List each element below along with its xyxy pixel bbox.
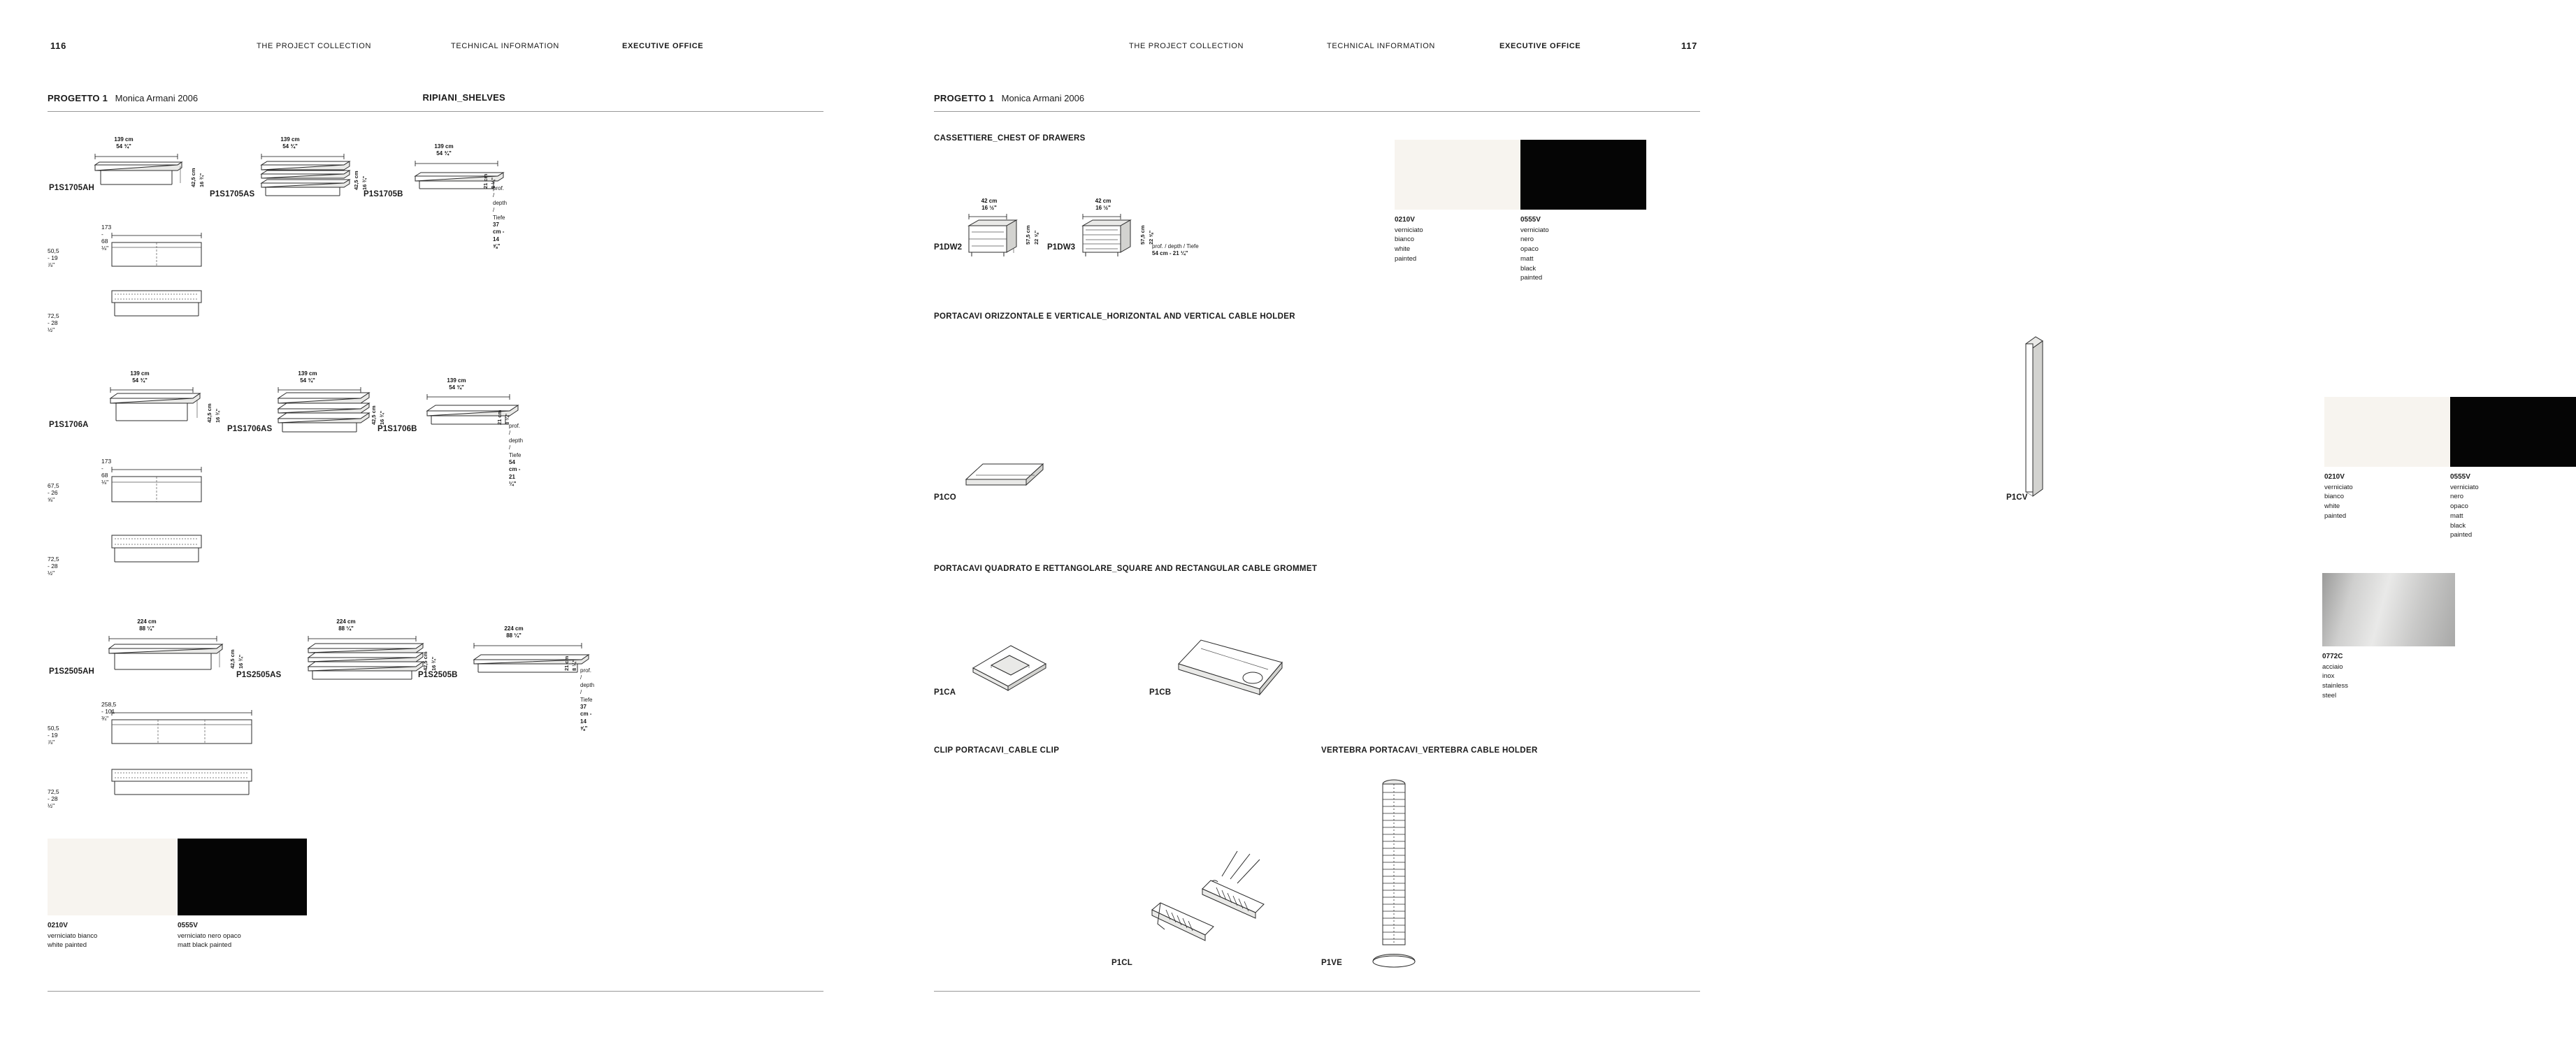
dim-w-1b — [259, 136, 322, 150]
dim-h-3a — [229, 649, 236, 669]
code-p1ca: P1CA — [934, 688, 956, 697]
swatch-chest-en-0555v: matt black painted — [1520, 254, 1543, 282]
dim-h-in-1a — [199, 173, 205, 187]
code-p1ve: P1VE — [1321, 959, 1342, 967]
swatch-cable-en-0210v: white painted — [2324, 502, 2347, 520]
left-running-header — [0, 41, 874, 55]
chest-drawing-dw2 — [966, 213, 1029, 266]
swatch-it-0210v: verniciato bianco — [48, 931, 98, 940]
heading-chest: CASSETTIERE_CHEST OF DRAWERS — [934, 134, 1086, 143]
dim-h-1b — [353, 171, 359, 190]
swatch-en-0555v: matt black painted — [178, 941, 232, 950]
code-p1s1706b: P1S1706B — [377, 425, 417, 433]
left-section-title: RIPIANI_SHELVES — [422, 92, 505, 103]
dim-w-cm-2a: 139 cm — [130, 370, 150, 377]
right-page — [874, 0, 2479, 1037]
plan-height-2a: 67,5 - 26 ⅝" — [48, 482, 59, 503]
code-p1s2505as: P1S2505AS — [236, 671, 282, 679]
code-p1s1706as: P1S1706AS — [227, 425, 273, 433]
dim-w-in-2c: 54 ¾" — [449, 384, 464, 391]
dim-h-in-val-2b: 16 ¾" — [379, 410, 385, 425]
left-brand: PROGETTO 1 — [48, 93, 108, 103]
dim-h-cm-2a: 42,5 cm — [206, 403, 213, 423]
shelf-drawing-1a — [91, 152, 189, 201]
swatch-chest-it-0210v: verniciato bianco — [1395, 226, 1423, 244]
plan-height-1b: 72,5 - 28 ½" — [48, 312, 59, 333]
right-author: Monica Armani 2006 — [1001, 93, 1085, 103]
plan-width-3: 258,5 - 101 ¾" — [101, 701, 117, 722]
dim-w-in-2a: 54 ¾" — [132, 377, 147, 384]
dim-h-cm-1c: 21 cm — [482, 173, 489, 189]
dim-h-cm-3c: 21 cm — [563, 655, 570, 671]
dim-w-cm-2c: 139 cm — [447, 377, 466, 384]
left-folio: 116 — [50, 41, 66, 51]
swatch-0555v — [178, 839, 307, 915]
dim-h-1c — [482, 174, 489, 189]
heading-cable-hv: PORTACAVI ORIZZONTALE E VERTICALE_HORIZONTAL AND VERTICAL CABLE HOLDER — [934, 312, 1295, 321]
swatch-cable-it-0210v: verniciato bianco — [2324, 483, 2353, 501]
dim-w-in-1a: 54 ¾" — [116, 143, 131, 150]
depth-value-2: 54 cm - 21 ¼" — [509, 458, 521, 488]
right-running-header — [874, 41, 1748, 55]
dim-h-cm-3a: 42,5 cm — [229, 649, 236, 669]
dim-h-cm-3b: 42,5 cm — [422, 651, 429, 671]
grommet-rect-drawing — [1177, 628, 1303, 697]
cable-holder-vertical-drawing — [2022, 334, 2050, 502]
dim-h-in-val-dw3: 22 ⅝" — [1148, 230, 1154, 245]
code-p1s1705as: P1S1705AS — [210, 190, 255, 198]
dim-w-dw3 — [1079, 198, 1128, 211]
swatch-cable-code-0555v: 0555V — [2450, 473, 2470, 481]
code-p1s2505ah: P1S2505AH — [49, 667, 94, 676]
swatch-label-0555v — [178, 921, 241, 950]
swatch-chest-code-0210v: 0210V — [1395, 216, 1415, 224]
swatch-chest-label-0210v — [1395, 215, 1423, 264]
depth-note-1 — [493, 185, 507, 251]
swatch-cable-label-0555v — [2450, 472, 2479, 540]
dim-h-in-val-3c: 8 ¼" — [571, 659, 577, 671]
swatch-chest-0210v — [1395, 140, 1520, 210]
code-p1s1706a: P1S1706A — [49, 421, 89, 429]
dim-h-cm-2c: 21 cm — [496, 409, 503, 425]
code-p1s1705b: P1S1705B — [364, 190, 403, 198]
dim-w-in-3c: 88 ¼" — [506, 632, 521, 639]
dim-h-in-val-dw2: 22 ⅝" — [1033, 230, 1039, 245]
swatch-cable-it-0555v: verniciato nero opaco — [2450, 483, 2479, 511]
dim-h-cm-1a: 42,5 cm — [190, 168, 196, 187]
vertebra-drawing — [1363, 774, 1447, 977]
dim-h-in-dw2 — [1033, 231, 1039, 245]
dim-w-in-1c: 54 ¾" — [436, 150, 452, 157]
left-header-collection: THE PROJECT COLLECTION — [257, 42, 372, 50]
swatch-en-0772c: stainless steel — [2322, 682, 2348, 699]
dim-w-2a — [108, 370, 171, 384]
shelf-drawing-2b — [274, 386, 379, 443]
dim-w-cm-dw3: 42 cm — [1095, 198, 1111, 204]
dim-w-in-dw2: 16 ½" — [981, 204, 997, 211]
dim-h-in-2b — [379, 411, 385, 425]
plan-width-2: 173 - 68 ⅛" — [101, 458, 112, 486]
cable-clip-drawing — [1132, 846, 1321, 964]
grommet-square-drawing — [972, 636, 1056, 692]
dim-w-in-3a: 88 ¼" — [139, 625, 154, 632]
right-bottom-rule — [934, 991, 1700, 992]
dim-w-1a — [92, 136, 155, 150]
dim-w-3a — [115, 618, 178, 632]
depth-label-2: prof. / depth / Tiefe — [509, 423, 524, 458]
dim-w-cm-3a: 224 cm — [137, 618, 157, 625]
plan-height-1a: 50,5 - 19 ⅞" — [48, 247, 59, 268]
dim-h-3c — [563, 656, 570, 671]
swatch-it-0772c: acciaio inox — [2322, 662, 2343, 681]
shelf-drawing-1b — [257, 152, 359, 208]
left-bottom-rule — [48, 991, 823, 992]
dim-h-cm-2b: 42,5 cm — [370, 405, 377, 425]
swatch-chest-it-0555v: verniciato nero opaco — [1520, 226, 1549, 254]
swatch-chest-label-0555v — [1520, 215, 1549, 283]
plan-front-2 — [112, 531, 210, 566]
dim-w-3b — [315, 618, 377, 632]
right-title-band — [934, 92, 1700, 112]
depth-label-3: prof. / depth / Tiefe — [580, 667, 595, 703]
dim-h-in-val-3a: 16 ¾" — [238, 654, 244, 669]
swatch-en-0210v: white painted — [48, 941, 87, 950]
swatch-code-0772c: 0772C — [2322, 653, 2343, 660]
dim-w-cm-dw2: 42 cm — [981, 198, 998, 204]
dim-w-cm-1c: 139 cm — [434, 143, 454, 150]
code-p1dw2: P1DW2 — [934, 243, 963, 252]
dim-h-in-3c — [571, 660, 577, 671]
swatch-cable-0555v — [2450, 397, 2576, 467]
heading-grommet: PORTACAVI QUADRATO E RETTANGOLARE_SQUARE AND RECTANGULAR CABLE GROMMET — [934, 565, 1318, 573]
dim-w-cm-3b: 224 cm — [336, 618, 356, 625]
depth-note-3 — [580, 667, 594, 733]
swatch-cable-0210v — [2324, 397, 2450, 467]
dim-w-in-1b: 54 ¾" — [282, 143, 298, 150]
code-p1cv: P1CV — [2006, 493, 2028, 502]
swatch-it-0555v: verniciato nero opaco — [178, 931, 241, 940]
dim-h-cm-dw2: 57,5 cm — [1025, 225, 1031, 245]
swatch-cable-en-0555v: matt black painted — [2450, 512, 2473, 539]
shelf-drawing-2a — [106, 386, 208, 436]
swatch-chest-code-0555v: 0555V — [1520, 216, 1541, 224]
plan-top-1 — [112, 233, 206, 269]
code-p1s2505b: P1S2505B — [418, 671, 458, 679]
swatch-chest-0555v — [1520, 140, 1646, 210]
left-header-technical: TECHNICAL INFORMATION — [451, 42, 560, 50]
dim-w-in-2b: 54 ¾" — [300, 377, 315, 384]
swatch-cable-label-0210v — [2324, 472, 2353, 521]
dim-h-2a — [206, 403, 213, 423]
right-header-office: EXECUTIVE OFFICE — [1499, 42, 1581, 50]
dim-h-in-val-1c: 8 ¼" — [490, 177, 496, 189]
dim-h-dw3 — [1139, 225, 1146, 245]
shelf-drawing-3a — [105, 634, 227, 685]
heading-vertebra: VERTEBRA PORTACAVI_VERTEBRA CABLE HOLDER — [1321, 746, 1538, 755]
swatch-code-0210v: 0210V — [48, 922, 68, 929]
left-author: Monica Armani 2006 — [115, 93, 199, 103]
code-p1dw3: P1DW3 — [1047, 243, 1076, 252]
cable-holder-horizontal-drawing — [965, 454, 1063, 496]
left-page — [0, 0, 874, 1037]
dim-w-3c — [482, 625, 545, 639]
dim-w-2c — [425, 377, 488, 391]
swatch-label-0210v — [48, 921, 97, 950]
plan-front-1 — [112, 287, 210, 320]
dim-h-in-val-1a: 16 ¾" — [199, 173, 205, 187]
dim-h-2c — [496, 410, 503, 425]
dim-w-cm-2b: 139 cm — [298, 370, 317, 377]
dim-w-cm-1b: 139 cm — [280, 136, 300, 143]
dim-h-in-val-3b: 16 ¾" — [431, 656, 437, 671]
plan-top-3 — [112, 710, 266, 746]
plan-top-2 — [112, 467, 206, 503]
left-swatch-set — [48, 839, 313, 964]
swatch-code-0555v: 0555V — [178, 922, 198, 929]
dim-w-cm-1a: 139 cm — [114, 136, 134, 143]
left-header-office: EXECUTIVE OFFICE — [622, 42, 704, 50]
chest-drawing-dw3 — [1080, 213, 1143, 266]
depth-value-1: 37 cm - 14 ⅝" — [493, 221, 505, 250]
right-brand: PROGETTO 1 — [934, 93, 995, 103]
plan-front-3 — [112, 765, 262, 799]
dim-h-cm-1b: 42,5 cm — [353, 171, 359, 190]
plan-height-2b: 72,5 - 28 ½" — [48, 556, 59, 576]
depth-label-1: prof. / depth / Tiefe — [493, 185, 508, 221]
plan-height-3a: 50,5 - 19 ⅞" — [48, 725, 59, 746]
dim-h-dw2 — [1025, 225, 1031, 245]
swatch-chest-en-0210v: white painted — [1395, 245, 1417, 263]
dim-h-in-3a — [238, 655, 244, 669]
swatch-label-0772c — [2322, 652, 2348, 701]
dim-w-1c — [412, 143, 475, 157]
code-p1s1705ah: P1S1705AH — [49, 184, 94, 192]
shelf-drawing-3b — [304, 634, 430, 690]
depth-note-chest — [1152, 243, 1199, 258]
dim-w-2b — [276, 370, 339, 384]
code-p1cl: P1CL — [1111, 959, 1132, 967]
swatch-0772c — [2322, 573, 2455, 646]
dim-h-in-val-2a: 16 ¾" — [215, 408, 221, 423]
plan-width-1: 173 - 68 ⅛" — [101, 224, 112, 252]
depth-value-chest: 54 cm - 21 ¼" — [1152, 250, 1188, 257]
dim-h-cm-dw3: 57,5 cm — [1139, 225, 1146, 245]
code-p1co: P1CO — [934, 493, 956, 502]
dim-h-in-2a — [215, 409, 221, 423]
dim-h-2b — [370, 405, 377, 425]
dim-h-in-dw3 — [1148, 231, 1154, 245]
plan-height-3b: 72,5 - 28 ½" — [48, 788, 59, 809]
dim-h-3b — [422, 651, 429, 671]
right-folio: 117 — [1681, 41, 1697, 51]
right-header-technical: TECHNICAL INFORMATION — [1327, 42, 1436, 50]
dim-w-in-3b: 88 ¼" — [338, 625, 354, 632]
left-title-band — [48, 92, 823, 112]
dim-h-in-1b — [361, 176, 368, 190]
dim-h-in-3b — [431, 657, 437, 671]
right-header-collection: THE PROJECT COLLECTION — [1129, 42, 1244, 50]
dim-h-in-val-1b: 16 ¾" — [361, 175, 368, 190]
depth-note-2 — [509, 423, 523, 488]
heading-clip: CLIP PORTACAVI_CABLE CLIP — [934, 746, 1060, 755]
dim-h-1a — [190, 168, 196, 187]
depth-label-chest: prof. / depth / Tiefe — [1152, 243, 1199, 249]
dim-w-in-dw3: 16 ½" — [1095, 204, 1111, 211]
depth-value-3: 37 cm - 14 ⅝" — [580, 703, 592, 732]
dim-w-dw2 — [965, 198, 1014, 211]
swatch-0210v — [48, 839, 177, 915]
swatch-cable-code-0210v: 0210V — [2324, 473, 2345, 481]
dim-h-in-val-2c: 8 ¼" — [504, 413, 510, 425]
code-p1cb: P1CB — [1149, 688, 1172, 697]
dim-w-cm-3c: 224 cm — [504, 625, 524, 632]
